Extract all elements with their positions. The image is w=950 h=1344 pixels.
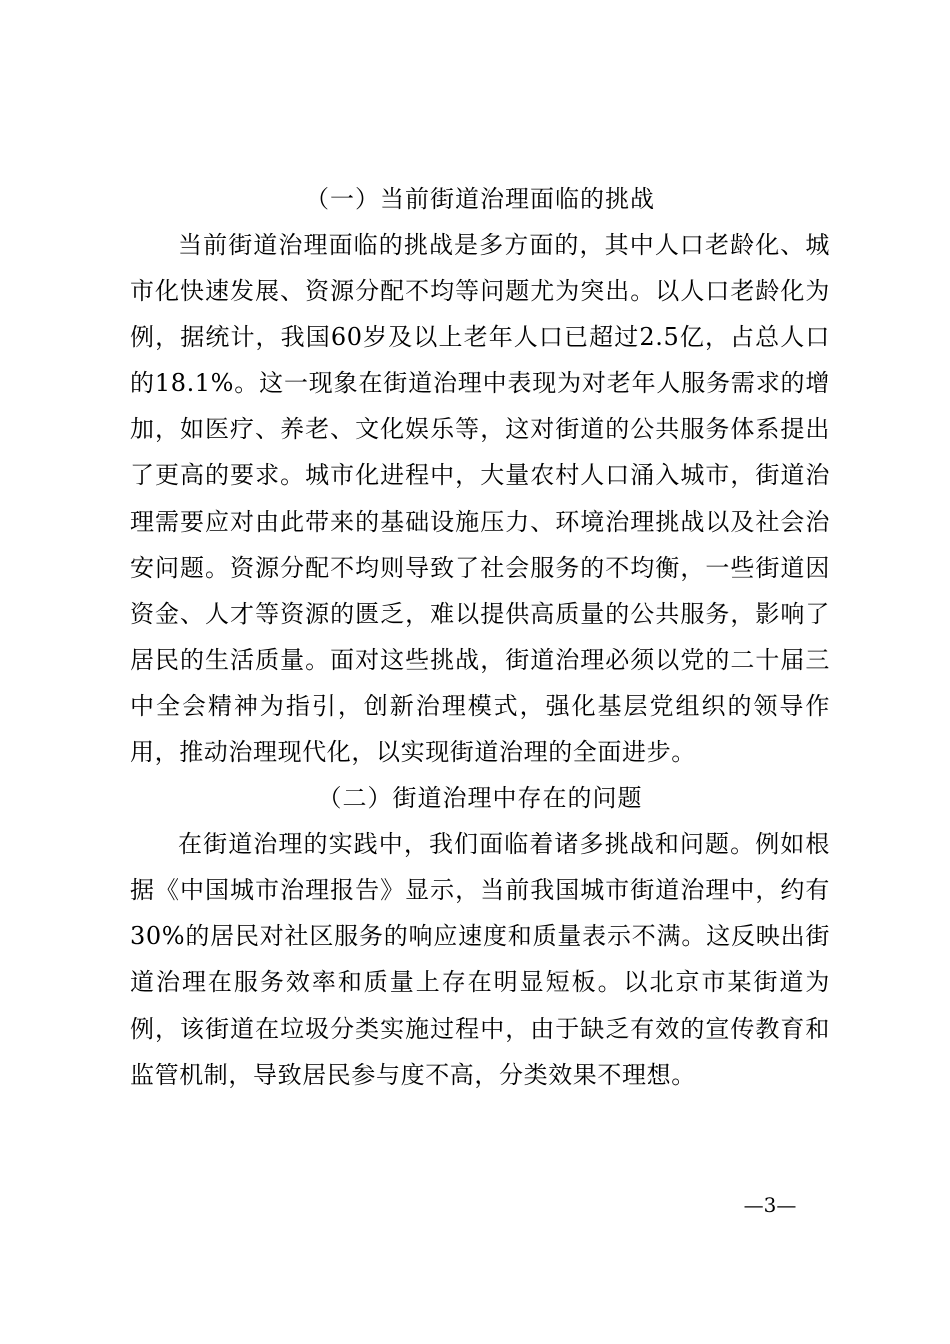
section-paragraph-1: 当前街道治理面临的挑战是多方面的，其中人口老龄化、城市化快速发展、资源分配不均等问题尤为突出。以人口老龄化为例，据统计，我国60岁及以上老年人口已超过2.5亿，占总人口的18.1%。这一现象在街道治理中表现为对老年人服务需求的增加，如医疗、养老、文化娱乐等，这对街道的公共服务体系提出了更高的要求。城市化进程中，大量农村人口涌入城市，街道治理需要应对由此带来的基础设施压力、环境治理挑战以及社会治安问题。资源分配不均则导致了社会服务的不均衡，一些街道因资金、人才等资源的匮乏，难以提供高质量的公共服务，影响了居民的生活质量。面对这些挑战，街道治理必须以党的二十届三中全会精神为指引，创新治理模式，强化基层党组织的领导作用，推动治理现代化，以实现街道治理的全面进步。 — [130, 231, 830, 767]
section-heading-1: （一）当前街道治理面临的挑战 — [305, 185, 655, 213]
section-paragraph-2: 在街道治理的实践中，我们面临着诸多挑战和问题。例如根据《中国城市治理报告》显示，当前我国城市街道治理中，约有30%的居民对社区服务的响应速度和质量表示不满。这反映出街道治理在服务效率和质量上存在明显短板。以北京市某街道为例，该街道在垃圾分类实施过程中，由于缺乏有效的宣传教育和监管机制，导致居民参与度不高，分类效果不理想。 — [130, 830, 830, 1089]
document-body — [130, 176, 830, 1098]
section-heading-2: （二）街道治理中存在的问题 — [317, 784, 643, 813]
page-number: —3— — [743, 1193, 797, 1217]
